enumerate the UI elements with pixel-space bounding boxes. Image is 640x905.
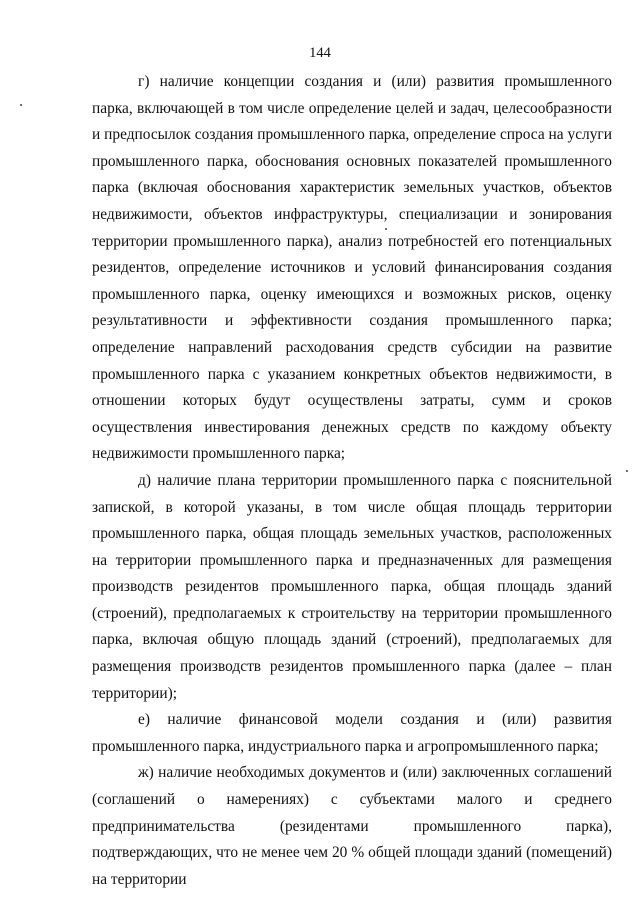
document-body [92, 69, 612, 893]
scan-artifact-dot [385, 228, 387, 230]
scan-artifact-dot [626, 470, 628, 472]
paragraph-d: д) наличие плана территории промышленного парка с пояснительной запиской, в которой указаны, в том числе общая площадь территории промышленного парка, общая площадь земельных участков, расположенных на территории промышленного парка и предназначенных для размещения производств резидентов промышленного парка, общая площадь зданий (строений), предполагаемых к строительству на территории промышленного парка, включая общую площадь зданий (строений), предполагаемых для размещения производств резидентов промышленного парка (далее – план территории); [92, 471, 612, 702]
paragraph-e: е) наличие финансовой модели создания и (или) развития промышленного парка, индустриального парка и агропромышленного парка; [92, 711, 612, 755]
paragraph-g: г) наличие концепции создания и (или) развития промышленного парка, включающей в том числе определение целей и задач, целесообразности и предпосылок создания промышленного парка, определение спроса на услуги промышленного парка, обоснования основных показателей промышленного парка (включая обоснования характеристик земельных участков, объектов недвижимости, объектов инфраструктуры, специализации и зонирования территории промышленного парка), анализ потребностей его потенциальных резидентов, определение источников и условий финансирования создания промышленного парка, оценку имеющихся и возможных рисков, оценку результативности и эффективности создания промышленного парка; определение направлений расходования средств субсидии на развитие промышленного парка с указанием конкретных объектов недвижимости, в отношении которых будут осуществлены затраты, сумм и сроков осуществления инвестирования денежных средств по каждому объекту недвижимости промышленного парка; [92, 73, 612, 463]
paragraph-zh: ж) наличие необходимых документов и (или) заключенных соглашений (соглашений о намерениях) с субъектами малого и среднего предпринимательства (резидентами промышленного парка), подтверждающих, что не менее чем 20 % общей площади зданий (помещений) на территории [92, 764, 612, 888]
page-number: 144 [309, 45, 331, 61]
scan-artifact-dot [20, 104, 22, 106]
